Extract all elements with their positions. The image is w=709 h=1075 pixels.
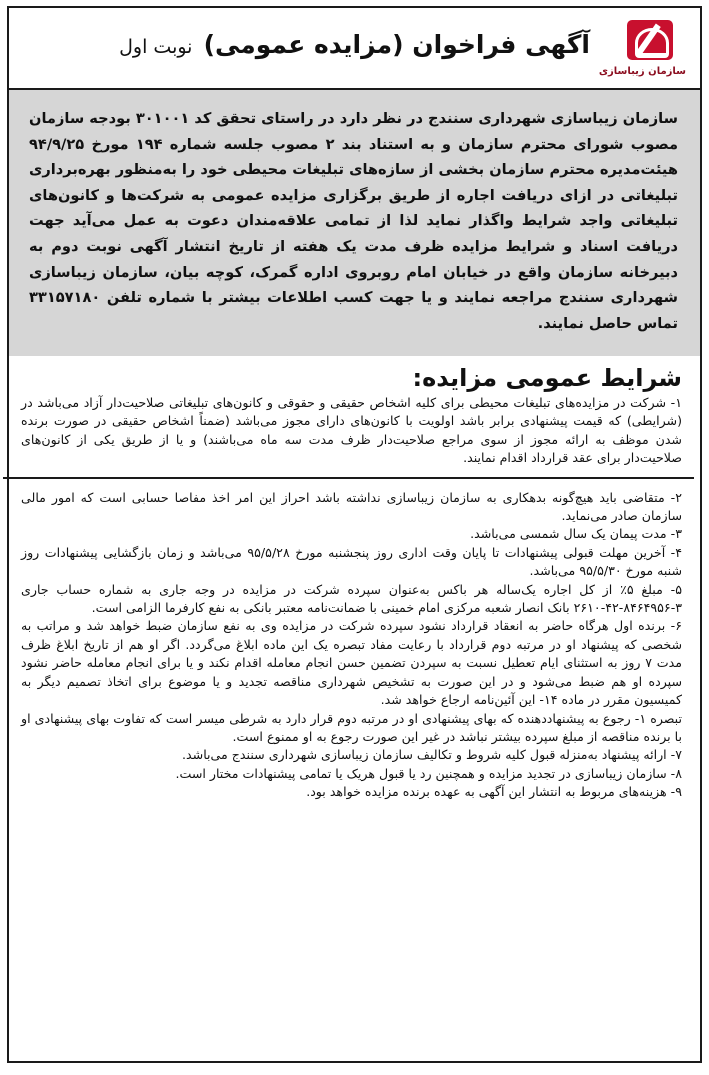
conditions-list bbox=[9, 394, 700, 802]
announcement-title-row bbox=[119, 30, 590, 59]
announcement-title: آگهی فراخوان (مزایده عمومی) bbox=[203, 30, 590, 59]
conditions-heading: شرایط عمومی مزایده: bbox=[412, 364, 682, 392]
section-divider bbox=[3, 477, 694, 479]
condition-item-2: ۲- متقاضی باید هیچ‌گونه بدهکاری به سازمان زیباسازی نداشته باشد احراز این امر اخذ مفاصا حسابی است که امور مالی سازمان صادر می‌نماید. bbox=[21, 489, 682, 524]
condition-item-1: ۱- شرکت در مزایده‌های تبلیغات محیطی برای کلیه اشخاص حقیقی و حقوقی و کانون‌های تبلیغاتی صلاحیت‌دار آزاد می‌باشد در (شرایطی) که قیمت پیشنهادی برابر باشد اولویت با کانون‌های دارای مجوز می‌باشد (ضمناً اشخاص حقیقی در صورت برنده شدن موظف به ارائه مجوز از سوی مراجع صلاحیت‌دار ظرف مدت سه ماه می‌باشند) و یا از طریق یکی از کانون‌های صلاحیت‌دار برای عقد قرارداد اقدام نمایند. bbox=[21, 395, 682, 466]
condition-item-5: ۵- مبلغ ۵٪ از کل اجاره یک‌ساله هر باکس به‌عنوان سپرده شرکت در مزایده در وجه جاری به شماره حساب جاری ۳-۸۴۶۴۹۵۶-۴۲-۲۶۱۰ بانک انصار شعبه مرکزی امام خمینی با ضمانت‌نامه معتبر بانکی به نفع کارفرما الزامی است. bbox=[21, 581, 682, 616]
condition-item-7: ۷- ارائه پیشنهاد به‌منزله قبول کلیه شروط و تکالیف سازمان زیباسازی شهرداری سنندج می‌باشد. bbox=[182, 747, 682, 763]
logo-emblem-icon bbox=[627, 20, 673, 60]
announcement-round: نوبت اول bbox=[119, 36, 193, 58]
condition-item-8: ۸- سازمان زیباسازی در تجدید مزایده و همچنین رد یا قبول هریک یا تمامی پیشنهادات مختار است. bbox=[175, 765, 682, 781]
organization-logo bbox=[598, 20, 686, 86]
announcement-header bbox=[9, 8, 700, 90]
condition-item-6: ۶- برنده اول هرگاه حاضر به انعقاد قرارداد نشود سپرده شرکت در مزایده وی به نفع سازمان ضبط خواهد شد و مراتب به شخصی که پیشنهاد او در مرتبه دوم قرارداد با رعایت مفاد تبصره یک این ماده ابلاغ می‌گردد. اگر او هم از تاریخ ابلاغ ظرف مدت ۷ روز به استثنای ایام تعطیل نسبت به سپردن تضمین حسن انجام معامله اقدام نکند و یا برای انجام معامله حاضر نشود سپرده او هم ضبط می‌شود و در این صورت به تشخیص شهرداری مناقصه تجدید و یا موضوع برای اتخاذ تصمیم دیگر به کمیسیون مقرر در ماده ۱۴- این آئین‌نامه ارجاع خواهد شد. bbox=[21, 618, 682, 708]
condition-note-1: تبصره ۱- رجوع به پیشنهاددهنده که بهای پیشنهادی او در مرتبه دوم قرار دارد به شرطی میسر است که تفاوت بهای پیشنهادی او با برنده مناقصه از مبلغ سپرده بیشتر نباشد در غیر این صورت رجوع به او ممنوع است. bbox=[21, 710, 682, 744]
announcement-page bbox=[7, 6, 702, 1063]
condition-item-3: ۳- مدت پیمان یک سال شمسی می‌باشد. bbox=[470, 526, 682, 542]
condition-item-4: ۴- آخرین مهلت قبولی پیشنهادات تا پایان وقت اداری روز پنجشنبه مورخ ۹۵/۵/۲۸ می‌باشد و زمان بازگشایی پیشنهادات روز شنبه مورخ ۹۵/۵/۳۰ می‌باشد. bbox=[21, 544, 682, 579]
intro-paragraph: سازمان زیباسازی شهرداری سنندج در نظر دارد در راستای تحقق کد ۳۰۱۰۰۱ بودجه سازمان مصوب شورای محترم سازمان و به استناد بند ۲ مصوب جلسه شماره ۱۹۴ مورخ ۹۴/۹/۲۵ هیئت‌مدیره محترم سازمان بخشی از سازه‌های تبلیغات محیطی خود را به‌منظور بهره‌برداری تبلیغاتی در ازای دریافت اجاره از طریق برگزاری مزایده عمومی به شرکت‌ها و کانون‌های تبلیغاتی واجد شرایط واگذار نماید لذا از تمامی علاقه‌مندان دعوت به عمل می‌آید جهت دریافت اسناد و شرایط مزایده ظرف مدت یک هفته از تاریخ انتشار آگهی نوبت دوم به دبیرخانه سازمان واقع در خیابان امام روبروی اداره گمرک، کوچه بیان، سازمان زیباسازی شهرداری سنندج مراجعه نمایند و یا جهت کسب اطلاعات بیشتر با شماره تلفن ۳۳۱۵۷۱۸۰ تماس حاصل نمایند. bbox=[9, 90, 700, 356]
logo-caption: سازمان زیباسازی bbox=[598, 66, 686, 77]
condition-item-9: ۹- هزینه‌های مربوط به انتشار این آگهی به عهده برنده مزایده خواهد بود. bbox=[306, 784, 682, 800]
